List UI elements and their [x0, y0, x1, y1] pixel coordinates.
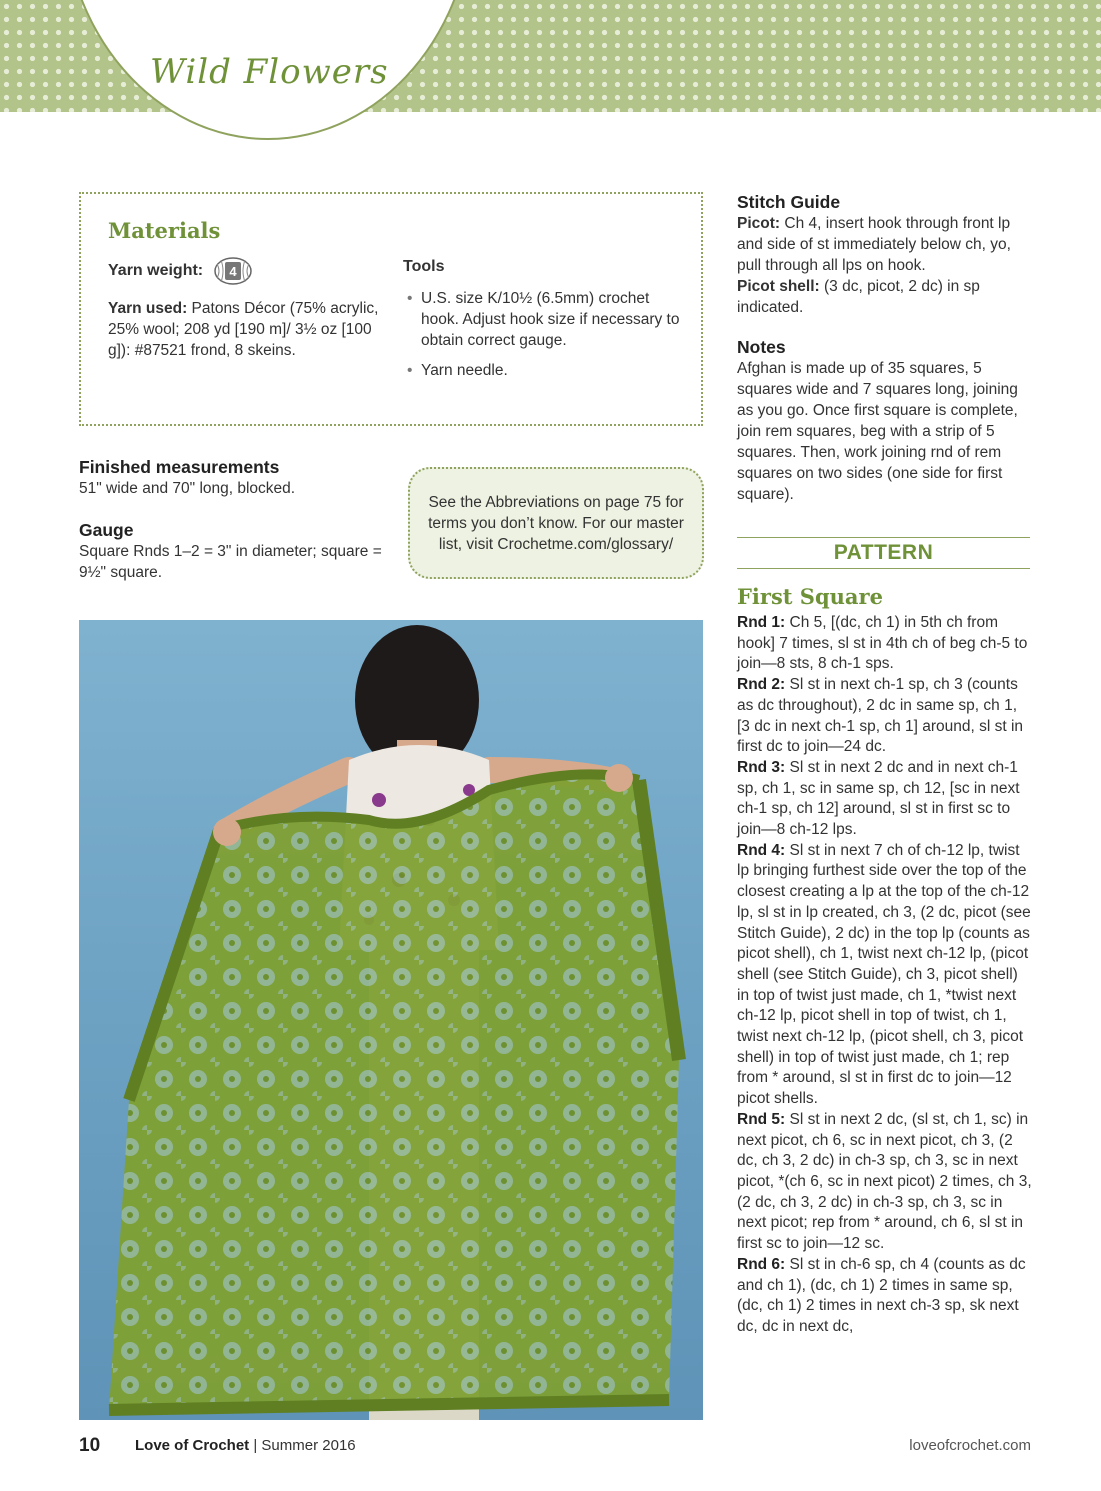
magazine-issue: | Summer 2016 — [249, 1437, 356, 1454]
finished-measurements — [79, 457, 399, 499]
round-text: Sl st in ch-6 sp, ch 4 (counts as dc and ch 1), (dc, ch 1) 2 times in same sp, (dc, ch 1) 2 times in next ch-3 sp, sk next dc, dc in next dc, — [737, 1255, 1026, 1335]
abbreviations-callout — [408, 467, 704, 579]
picot-label: Picot: — [737, 215, 781, 232]
gauge-text: Square Rnds 1–2 = 3" in diameter; square = 9½" square. — [79, 543, 382, 581]
round-label: Rnd 2: — [737, 676, 786, 694]
round-text: Ch 5, [(dc, ch 1) in 5th ch from hook] 7 times, sl st in 4th ch of beg ch-5 to join—8 sts, 8 ch-1 sps. — [737, 614, 1028, 673]
yarn-used-text: Patons Décor (75% acrylic, 25% wool; 208 yd [190 m]/ 3½ oz [100 g]): #87521 frond, 8 skeins. — [108, 300, 379, 359]
stitch-guide-picot-shell — [737, 276, 1033, 318]
finished-text: 51" wide and 70" long, blocked. — [79, 480, 296, 497]
magazine-credit — [135, 1437, 356, 1454]
rounds-list — [737, 613, 1033, 1338]
gauge-heading: Gauge — [79, 520, 134, 540]
stitch-guide — [737, 192, 1033, 318]
round-item — [737, 675, 1033, 758]
round-item — [737, 1110, 1033, 1255]
tools-item: • U.S. size K/10½ (6.5mm) crochet hook. Adjust hook size if necessary to obtain correct gauge. — [407, 288, 687, 351]
notes-heading: Notes — [737, 337, 786, 357]
first-square-heading: First Square — [737, 584, 883, 609]
round-text: Sl st in next 2 dc and in next ch-1 sp, ch 1, sc in same sp, ch 12, [sc in next ch-1 sp, ch 12] around, sl st in first sc to join—8 ch-12 lps. — [737, 758, 1020, 839]
yarn-weight — [108, 256, 255, 286]
round-label: Rnd 3: — [737, 758, 786, 776]
round-item — [737, 1255, 1033, 1338]
round-item — [737, 613, 1033, 675]
notes — [737, 337, 1033, 505]
notes-text: Afghan is made up of 35 squares, 5 squares wide and 7 squares long, joining as you go. Once first square is complete, join rem squares, beg with a strip of 5 squares. Then, work joining rnd of rem squares on two sides (one side for first square). — [737, 360, 1018, 503]
round-label: Rnd 5: — [737, 1110, 786, 1128]
pattern-banner — [737, 537, 1030, 569]
picot-shell-text: (3 dc, picot, 2 dc) in sp indicated. — [737, 278, 980, 316]
materials-heading: Materials — [108, 218, 221, 243]
tools-list — [407, 288, 687, 390]
yarn-weight-icon — [211, 256, 255, 286]
yarn-weight-value: 4 — [229, 264, 237, 279]
round-label: Rnd 1: — [737, 614, 786, 631]
page-footer — [79, 1435, 1031, 1459]
yarn-weight-label: Yarn weight: — [108, 262, 204, 279]
round-label: Rnd 4: — [737, 841, 786, 859]
tools-heading: Tools — [403, 258, 445, 275]
tools-item: • Yarn needle. — [407, 360, 687, 381]
round-label: Rnd 6: — [737, 1255, 786, 1273]
yarn-used — [108, 298, 388, 361]
page-number: 10 — [79, 1435, 101, 1456]
round-text: Sl st in next ch-1 sp, ch 3 (counts as dc throughout), 2 dc in same sp, ch 1, [3 dc in next ch-1 sp, ch 1] around, sl st in first dc to join—24 dc. — [737, 676, 1024, 756]
afghan-photo — [79, 620, 703, 1420]
finished-heading: Finished measurements — [79, 457, 280, 477]
round-text: Sl st in next 7 ch of ch-12 lp, twist lp bringing furthest side over the top of the closest creating a lp at the top of the ch-12 lp, sl st in lp created, ch 3, (2 dc, picot (see Stitch Guide), 2 dc) in the top lp (counts as picot shell), ch 1, twist next ch-12 lp, (picot shell (see Stitch Guide), ch 3, picot shell) in top of twist just made, ch 1, *twist next ch-12 lp, picot shell in top of twist, ch 1, twist next ch-12 lp, (picot shell, ch 3, picot shell) in top of twist just made, ch 1; rep from * around, sl st in first dc to join—12 picot shells. — [737, 841, 1031, 1108]
round-text: Sl st in next 2 dc, (sl st, ch 1, sc) in next picot, ch 6, sc in next picot, ch 3, (2 dc, ch 3, 2 dc) in ch-3 sp, ch 3, sc in next picot, *(ch 6, sc in next picot) 2 times, ch 3, (2 dc, ch 3, 2 dc) in ch-3 sp, ch 3, sc in next picot; rep from * around, ch 6, sl st in first sc to join—12 sc. — [737, 1110, 1032, 1253]
abbreviations-text: See the Abbreviations on page 75 for terms you don’t know. For our master list, visit Crochetme.com/glossary/ — [428, 493, 684, 553]
stitch-guide-heading: Stitch Guide — [737, 192, 841, 212]
magazine-name: Love of Crochet — [135, 1437, 250, 1454]
round-item — [737, 758, 1033, 841]
picot-shell-label: Picot shell: — [737, 278, 820, 295]
page-title: Wild Flowers — [150, 52, 389, 92]
yarn-used-label: Yarn used: — [108, 300, 188, 317]
picot-text: Ch 4, insert hook through front lp and side of st immediately below ch, yo, pull through all lps on hook. — [737, 215, 1011, 274]
pattern-label: PATTERN — [833, 541, 934, 564]
stitch-guide-picot — [737, 213, 1033, 276]
gauge — [79, 520, 399, 583]
website-link[interactable]: loveofcrochet.com — [909, 1437, 1031, 1454]
round-item — [737, 841, 1033, 1110]
afghan-illustration — [79, 620, 703, 1420]
materials-box — [79, 192, 703, 426]
